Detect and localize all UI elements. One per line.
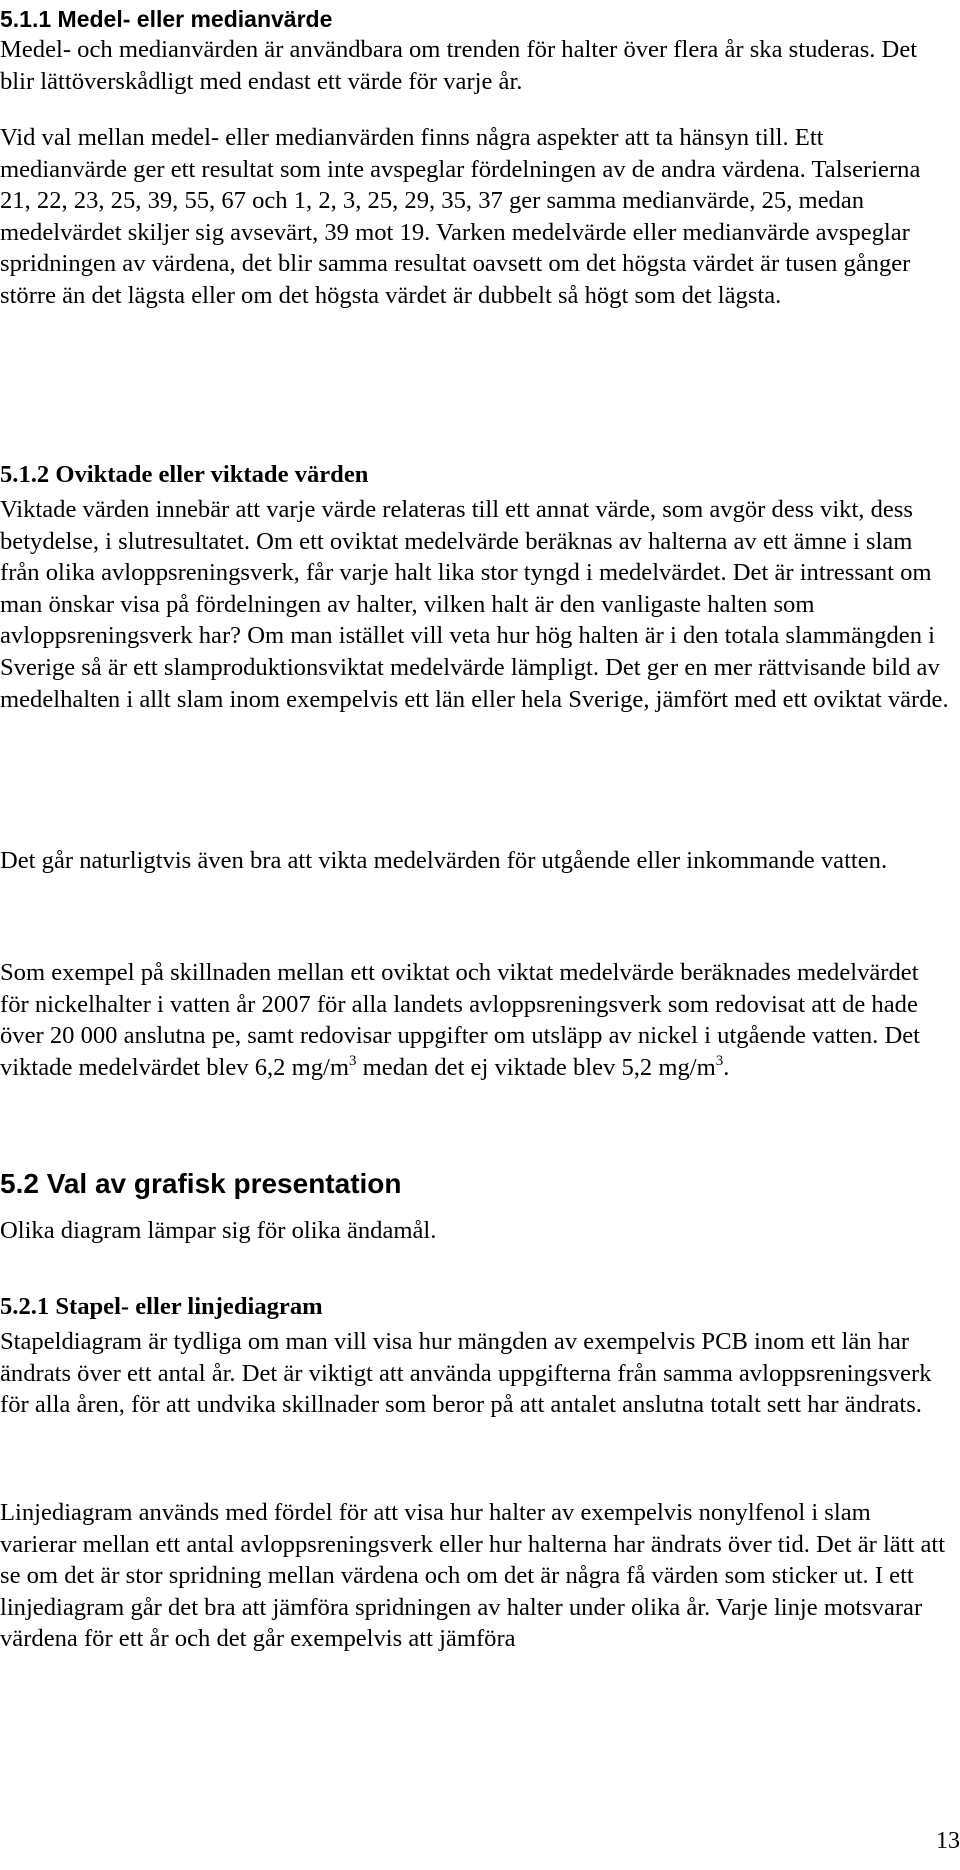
heading-5-2-1: 5.2.1 Stapel- eller linjediagram: [0, 1293, 323, 1320]
paragraph-5-1-1-intro: Medel- och medianvärden är användbara om trenden för halter över flera år ska studeras. Det blir lättöverskådligt med endast ett värde för varje år.: [0, 36, 918, 95]
example-text-b: medan det ej viktade blev 5,2 mg/m: [356, 1053, 716, 1081]
example-text-c: .: [723, 1053, 730, 1081]
unit-superscript-1: 3: [349, 1052, 357, 1069]
paragraph-5-1-1-aspects: Vid val mellan medel- eller medianvärden finns några aspekter att ta hänsyn till. Ett medianvärde ger ett resultat som inte avspeglar fördelningen av de andra värdena. Talserierna 21, 22, 23, 25, 39, 55, 67 och 1, 2, 3, 25, 29, 35, 37 ger samma medianvärde, 25, medan medelvärdet skiljer sig avsevärt, 39 mot 19. Varken medelvärde eller medianvärde avspeglar spridningen av värdena, det blir samma resultat oavsett om det högsta värdet är tusen gånger större än det lägsta eller om det högsta värdet är dubbelt så högt som det lägsta.: [0, 124, 921, 309]
paragraph-5-1-2-water: Det går naturligtvis även bra att vikta medelvärden för utgående eller inkommande vatten.: [0, 847, 888, 874]
paragraph-5-2-1-line: Linjediagram används med fördel för att visa hur halter av exempelvis nonylfenol i slam varierar mellan ett antal avloppsreningsverk eller hur halterna har ändrats över tid. Det är lätt att se om det är stor spridning mellan värdena och om det är några få värden som sticker ut. I ett linjediagram går det bra att jämföra spridningen av halter under olika år. Varje linje motsvarar värdena för ett år och det går exempelvis att jämföra: [0, 1499, 946, 1653]
paragraph-5-2-intro: Olika diagram lämpar sig för olika ändamål.: [0, 1217, 437, 1244]
unit-superscript-2: 3: [715, 1052, 724, 1069]
page-number: 13: [936, 1828, 960, 1854]
paragraph-5-2-1-bar: Stapeldiagram är tydliga om man vill visa hur mängden av exempelvis PCB inom ett län har ändrats över ett antal år. Det är viktigt att använda uppgifterna från samma avloppsreningsverk för alla åren, för att undvika skillnader som beror på att antalet anslutna totalt sett har ändrats.: [0, 1328, 932, 1419]
heading-5-1-1: 5.1.1 Medel- eller medianvärde: [0, 6, 333, 32]
heading-5-2: 5.2 Val av grafisk presentation: [0, 1168, 402, 1199]
example-text-a: Som exempel på skillnaden mellan ett oviktat och viktat medelvärde beräknades medelvärdet för nickelhalter i vatten år 2007 för alla landets avloppsreningsverk som redovisat att de hade över 20 000 anslutna pe, samt redovisar uppgifter om utsläpp av nickel i utgående vatten. Det viktade medelvärdet blev 6,2 mg/m: [0, 959, 920, 1081]
paragraph-5-1-2-weighted: Viktade värden innebär att varje värde relateras till ett annat värde, som avgör dess vikt, dess betydelse, i slutresultatet. Om ett oviktat medelvärde beräknas av halterna av ett ämne i slam från olika avloppsreningsverk, får varje halt lika stor tyngd i medelvärdet. Det är intressant om man önskar visa på fördelningen av halter, vilken halt är den vanligaste halten som avloppsreningsverk har? Om man istället vill veta hur hög halten är i den totala slammängden i Sverige så är ett slamproduktionsviktat medelvärde lämpligt. Det ger en mer rättvisande bild av medelhalten i allt slam inom exempelvis ett län eller hela Sverige, jämfört med ett oviktat värde.: [0, 496, 949, 713]
paragraph-5-1-2-example: [0, 957, 952, 1083]
heading-5-1-2: 5.1.2 Oviktade eller viktade värden: [0, 461, 369, 488]
